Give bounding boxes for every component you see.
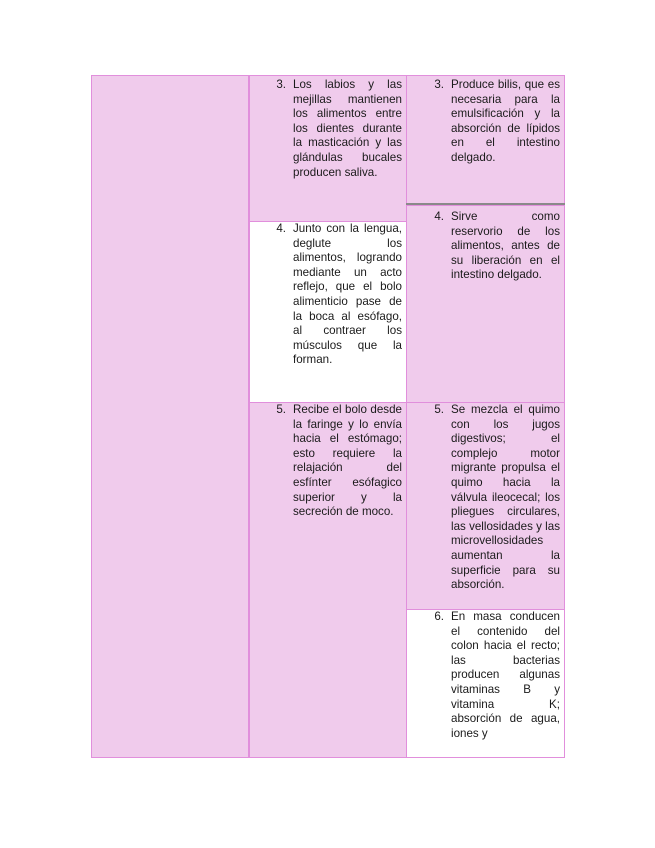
list-number: 3.	[434, 78, 444, 91]
list-item-text: Sirve como reservorio de los alimentos, antes de su liberación en el intestino delgado.	[451, 210, 560, 282]
list-number: 3.	[276, 78, 286, 91]
list-item-text: Junto con la lengua, deglute los alimentos, logrando mediante un acto reflejo, que el bolo alimenticio pase de la boca al esófago, al contraer los músculos que la forman.	[293, 222, 402, 367]
list-item-text: Se mezcla el quimo con los jugos digestivos; el complejo motor migrante propulsa el quimo hacia la válvula ileocecal; los pliegues circulares, las vellosidades y las microvellosidades aumentan la superficie para su absorción.	[451, 403, 560, 592]
list-number: 4.	[276, 222, 286, 235]
list-number: 5.	[434, 403, 444, 416]
list-number: 6.	[434, 610, 444, 623]
list-number: 5.	[276, 403, 286, 416]
list-item-text: Produce bilis, que es necesaria para la emulsificación y la absorción de lípidos en el intestino delgado.	[451, 78, 560, 164]
list-item-text: Recibe el bolo desde la faringe y lo envía hacia el estómago; esto requiere la relajación del esfínter esófagico superior y la secreción de moco.	[293, 403, 402, 519]
list-number: 4.	[434, 210, 444, 223]
list-item-text: Los labios y las mejillas mantienen los alimentos entre los dientes durante la masticación y las glándulas bucales producen saliva.	[293, 78, 402, 179]
table-cell-left	[91, 75, 249, 758]
list-item-text: En masa conducen el contenido del colon hacia el recto; las bacterias producen algunas vitaminas B y vitamina K; absorción de agua, iones y	[451, 610, 560, 740]
